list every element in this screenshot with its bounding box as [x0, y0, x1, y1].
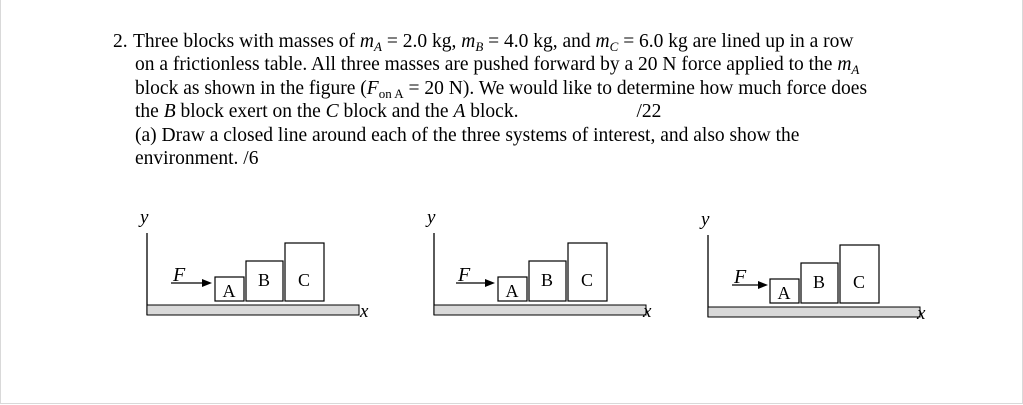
table-surface — [147, 305, 359, 315]
force-arrow-head — [485, 279, 495, 287]
mass-c-symbol: m — [595, 31, 610, 52]
mass-a-symbol: m — [359, 31, 375, 52]
text-run: block and the — [338, 101, 454, 123]
part-a-line-2: environment. /6 — [135, 148, 259, 170]
block-b-label: B — [257, 270, 271, 290]
part-a-line-1: (a) Draw a closed line around each of the three systems of interest, and also show the — [135, 124, 800, 146]
text-run: block exert on the — [175, 101, 326, 123]
block-a-ref: A — [453, 101, 466, 123]
text-run: the — [135, 101, 164, 123]
force-label: F — [458, 264, 471, 286]
block-a-label: A — [222, 281, 236, 301]
force-label: F — [734, 266, 747, 288]
text-run: block as shown in the figure ( — [135, 77, 367, 99]
block-figure-2 — [427, 205, 667, 325]
y-axis-label: y — [140, 207, 149, 228]
problem-line-3 — [113, 77, 933, 100]
block-b-ref: B — [163, 101, 176, 123]
problem-line-2 — [113, 53, 933, 76]
table-surface — [708, 307, 920, 317]
mass-symbol: m — [837, 54, 852, 76]
problem-number: 2. — [113, 31, 128, 52]
problem-line-1 — [113, 30, 933, 53]
text-run: = 6.0 kg are lined up in a row — [618, 31, 854, 52]
figure-svg — [701, 205, 941, 325]
text-run: = 20 N). We would like to determine how much force does — [403, 77, 868, 99]
mass-a-subscript: A — [374, 39, 382, 54]
force-arrow-head — [202, 279, 212, 287]
text-run: block. — [465, 101, 519, 123]
figure-svg — [140, 205, 380, 325]
block-c-label: C — [297, 270, 311, 290]
force-arrow-head — [758, 281, 768, 289]
y-axis-label: y — [701, 209, 710, 230]
block-a-label: A — [505, 281, 519, 301]
block-c-label: C — [852, 272, 866, 292]
text-run: on a frictionless table. All three masses are pushed forward by a 20 N force applied to the — [135, 54, 838, 76]
problem-statement — [113, 30, 933, 170]
mass-subscript: A — [851, 62, 860, 78]
force-label: F — [173, 264, 186, 286]
mass-c-subscript: C — [609, 39, 619, 54]
text-run: Three blocks with masses of — [133, 31, 360, 52]
problem-line-4 — [113, 100, 933, 123]
total-marks: /22 — [636, 101, 662, 123]
force-symbol: F — [366, 77, 379, 99]
block-figure-1 — [140, 205, 380, 325]
table-surface — [434, 305, 646, 315]
force-subscript: on A — [378, 85, 404, 101]
x-axis-label: x — [643, 301, 652, 322]
block-c-ref: C — [325, 101, 339, 123]
x-axis-label: x — [360, 301, 369, 322]
block-figure-3 — [701, 205, 941, 325]
mass-b-symbol: m — [461, 31, 476, 52]
block-b-label: B — [540, 270, 554, 290]
y-axis-label: y — [427, 207, 436, 228]
x-axis-label: x — [917, 303, 926, 324]
figure-svg — [427, 205, 667, 325]
block-c-label: C — [580, 270, 594, 290]
text-run: = 2.0 kg, — [381, 31, 462, 52]
text-run: = 4.0 kg, and — [483, 31, 596, 52]
mass-b-subscript: B — [475, 39, 484, 54]
block-a-label: A — [777, 283, 791, 303]
block-b-label: B — [812, 272, 826, 292]
